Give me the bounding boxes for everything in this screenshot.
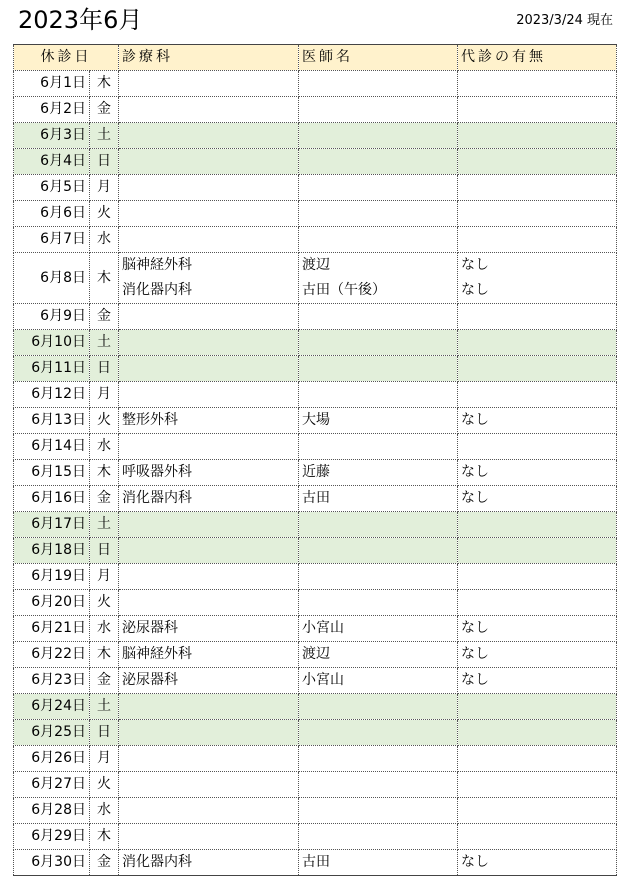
table-row <box>14 97 617 123</box>
doctor-text: 大場 <box>302 412 330 428</box>
department-cell <box>119 850 299 876</box>
department-cell <box>119 824 299 850</box>
date-cell: 6月4日 <box>14 149 90 175</box>
weekday-cell: 月 <box>90 382 119 408</box>
department-cell <box>119 720 299 746</box>
department-cell <box>119 330 299 356</box>
department-text: 泌尿器科 <box>122 672 178 688</box>
date-cell: 6月13日 <box>14 408 90 434</box>
substitute-text: なし <box>461 672 489 688</box>
weekday-cell: 日 <box>90 720 119 746</box>
department-cell <box>119 253 299 304</box>
doctor-cell <box>299 616 458 642</box>
date-cell: 6月6日 <box>14 201 90 227</box>
weekday-cell: 日 <box>90 149 119 175</box>
substitute-cell <box>458 512 617 538</box>
table-row <box>14 564 617 590</box>
column-header-date: 休診日 <box>14 45 119 71</box>
substitute-cell <box>458 668 617 694</box>
column-header-substitute: 代診の有無 <box>458 45 617 71</box>
date-cell: 6月11日 <box>14 356 90 382</box>
table-row <box>14 746 617 772</box>
department-text: 消化器内科 <box>122 490 192 506</box>
table-row <box>14 356 617 382</box>
page-title: 2023年6月 <box>18 6 143 34</box>
substitute-text: なし <box>461 646 489 662</box>
doctor-text: 小宮山 <box>302 620 344 636</box>
substitute-text: なし <box>461 620 489 636</box>
date-cell: 6月8日 <box>14 253 90 304</box>
weekday-cell: 水 <box>90 798 119 824</box>
column-header-doctor: 医師名 <box>299 45 458 71</box>
table-row <box>14 694 617 720</box>
table-row <box>14 824 617 850</box>
doctor-text: 近藤 <box>302 464 330 480</box>
doctor-cell <box>299 356 458 382</box>
date-cell: 6月7日 <box>14 227 90 253</box>
weekday-cell: 木 <box>90 824 119 850</box>
table-row <box>14 616 617 642</box>
substitute-cell <box>458 71 617 97</box>
doctor-cell <box>299 253 458 304</box>
substitute-cell <box>458 694 617 720</box>
doctor-cell <box>299 746 458 772</box>
date-cell: 6月30日 <box>14 850 90 876</box>
table-row <box>14 253 617 304</box>
weekday-cell: 土 <box>90 694 119 720</box>
table-row <box>14 434 617 460</box>
department-cell <box>119 746 299 772</box>
weekday-cell: 木 <box>90 71 119 97</box>
department-cell <box>119 382 299 408</box>
department-text: 整形外科 <box>122 412 178 428</box>
table-row <box>14 668 617 694</box>
weekday-cell: 月 <box>90 175 119 201</box>
weekday-cell: 金 <box>90 97 119 123</box>
doctor-cell <box>299 486 458 512</box>
substitute-cell <box>458 97 617 123</box>
doctor-text: 渡辺 <box>302 257 330 273</box>
department-text: 脳神経外科 <box>122 257 192 273</box>
weekday-cell: 月 <box>90 746 119 772</box>
department-text: 呼吸器外科 <box>122 464 192 480</box>
department-cell <box>119 772 299 798</box>
substitute-cell <box>458 330 617 356</box>
table-header-row <box>14 45 617 71</box>
substitute-cell <box>458 149 617 175</box>
as-of-date: 2023/3/24 現在 <box>516 13 613 28</box>
table-row <box>14 330 617 356</box>
doctor-cell <box>299 564 458 590</box>
weekday-cell: 土 <box>90 123 119 149</box>
doctor-text: 渡辺 <box>302 646 330 662</box>
substitute-cell <box>458 616 617 642</box>
table-row <box>14 512 617 538</box>
table-row <box>14 720 617 746</box>
doctor-cell <box>299 123 458 149</box>
date-cell: 6月19日 <box>14 564 90 590</box>
doctor-cell <box>299 460 458 486</box>
weekday-cell: 土 <box>90 512 119 538</box>
doctor-text: 古田 <box>302 490 330 506</box>
weekday-cell: 水 <box>90 616 119 642</box>
doctor-cell <box>299 720 458 746</box>
doctor-cell <box>299 201 458 227</box>
substitute-text: なし <box>461 412 489 428</box>
doctor-cell <box>299 227 458 253</box>
department-cell <box>119 642 299 668</box>
date-cell: 6月5日 <box>14 175 90 201</box>
substitute-cell <box>458 201 617 227</box>
department-cell <box>119 149 299 175</box>
doctor-cell <box>299 850 458 876</box>
department-cell <box>119 123 299 149</box>
table-row <box>14 850 617 876</box>
table-body <box>14 71 617 876</box>
date-cell: 6月29日 <box>14 824 90 850</box>
doctor-cell <box>299 668 458 694</box>
substitute-cell <box>458 538 617 564</box>
substitute-cell <box>458 720 617 746</box>
closure-schedule-table <box>13 44 617 876</box>
weekday-cell: 日 <box>90 538 119 564</box>
doctor-cell <box>299 304 458 330</box>
substitute-cell <box>458 408 617 434</box>
date-cell: 6月23日 <box>14 668 90 694</box>
department-cell <box>119 408 299 434</box>
doctor-cell <box>299 538 458 564</box>
substitute-cell <box>458 123 617 149</box>
substitute-cell <box>458 253 617 304</box>
substitute-cell <box>458 850 617 876</box>
weekday-cell: 水 <box>90 227 119 253</box>
department-cell <box>119 434 299 460</box>
weekday-cell: 金 <box>90 486 119 512</box>
department-cell <box>119 538 299 564</box>
date-cell: 6月26日 <box>14 746 90 772</box>
date-cell: 6月18日 <box>14 538 90 564</box>
doctor-text: 古田 <box>302 854 330 870</box>
doctor-cell <box>299 330 458 356</box>
substitute-cell <box>458 227 617 253</box>
substitute-cell <box>458 772 617 798</box>
date-cell: 6月2日 <box>14 97 90 123</box>
doctor-cell <box>299 590 458 616</box>
weekday-cell: 日 <box>90 356 119 382</box>
table-row <box>14 149 617 175</box>
weekday-cell: 火 <box>90 408 119 434</box>
doctor-cell <box>299 97 458 123</box>
department-cell <box>119 460 299 486</box>
substitute-cell <box>458 642 617 668</box>
substitute-cell <box>458 304 617 330</box>
substitute-text: なし <box>461 854 489 870</box>
department-cell <box>119 71 299 97</box>
table-row <box>14 408 617 434</box>
weekday-cell: 土 <box>90 330 119 356</box>
weekday-cell: 木 <box>90 460 119 486</box>
date-cell: 6月27日 <box>14 772 90 798</box>
date-cell: 6月14日 <box>14 434 90 460</box>
doctor-cell <box>299 175 458 201</box>
doctor-cell <box>299 71 458 97</box>
date-cell: 6月12日 <box>14 382 90 408</box>
weekday-cell: 火 <box>90 201 119 227</box>
department-cell <box>119 694 299 720</box>
table-row <box>14 304 617 330</box>
doctor-cell <box>299 434 458 460</box>
table-row <box>14 201 617 227</box>
date-cell: 6月15日 <box>14 460 90 486</box>
weekday-cell: 火 <box>90 590 119 616</box>
department-cell <box>119 227 299 253</box>
date-cell: 6月9日 <box>14 304 90 330</box>
table-row <box>14 590 617 616</box>
doctor-cell <box>299 694 458 720</box>
substitute-cell <box>458 746 617 772</box>
department-cell <box>119 590 299 616</box>
table-row <box>14 123 617 149</box>
department-text: 消化器内科 <box>122 282 192 298</box>
weekday-cell: 火 <box>90 772 119 798</box>
doctor-text: 古田（午後） <box>302 282 386 298</box>
substitute-cell <box>458 175 617 201</box>
substitute-cell <box>458 460 617 486</box>
weekday-cell: 金 <box>90 850 119 876</box>
doctor-cell <box>299 408 458 434</box>
table-row <box>14 227 617 253</box>
substitute-cell <box>458 564 617 590</box>
table-row <box>14 642 617 668</box>
date-cell: 6月1日 <box>14 71 90 97</box>
weekday-cell: 金 <box>90 668 119 694</box>
weekday-cell: 金 <box>90 304 119 330</box>
date-cell: 6月25日 <box>14 720 90 746</box>
table-row <box>14 486 617 512</box>
substitute-cell <box>458 434 617 460</box>
table-row <box>14 460 617 486</box>
substitute-text: なし <box>461 490 489 506</box>
department-cell <box>119 201 299 227</box>
doctor-cell <box>299 382 458 408</box>
weekday-cell: 水 <box>90 434 119 460</box>
weekday-cell: 月 <box>90 564 119 590</box>
weekday-cell: 木 <box>90 642 119 668</box>
doctor-cell <box>299 772 458 798</box>
substitute-cell <box>458 382 617 408</box>
department-cell <box>119 486 299 512</box>
table-row <box>14 772 617 798</box>
substitute-text: なし <box>461 257 489 273</box>
table-row <box>14 798 617 824</box>
weekday-cell: 木 <box>90 253 119 304</box>
department-cell <box>119 798 299 824</box>
department-cell <box>119 564 299 590</box>
date-cell: 6月22日 <box>14 642 90 668</box>
date-cell: 6月20日 <box>14 590 90 616</box>
date-cell: 6月21日 <box>14 616 90 642</box>
date-cell: 6月24日 <box>14 694 90 720</box>
date-cell: 6月10日 <box>14 330 90 356</box>
department-text: 脳神経外科 <box>122 646 192 662</box>
doctor-text: 小宮山 <box>302 672 344 688</box>
date-cell: 6月3日 <box>14 123 90 149</box>
date-cell: 6月16日 <box>14 486 90 512</box>
department-cell <box>119 97 299 123</box>
substitute-cell <box>458 824 617 850</box>
table-row <box>14 538 617 564</box>
date-cell: 6月17日 <box>14 512 90 538</box>
table-row <box>14 382 617 408</box>
department-text: 消化器内科 <box>122 854 192 870</box>
substitute-cell <box>458 486 617 512</box>
substitute-cell <box>458 798 617 824</box>
department-cell <box>119 512 299 538</box>
substitute-cell <box>458 356 617 382</box>
department-text: 泌尿器科 <box>122 620 178 636</box>
doctor-cell <box>299 512 458 538</box>
department-cell <box>119 668 299 694</box>
department-cell <box>119 175 299 201</box>
table-row <box>14 71 617 97</box>
doctor-cell <box>299 824 458 850</box>
substitute-text: なし <box>461 464 489 480</box>
department-cell <box>119 356 299 382</box>
date-cell: 6月28日 <box>14 798 90 824</box>
table-row <box>14 175 617 201</box>
column-header-department: 診療科 <box>119 45 299 71</box>
substitute-cell <box>458 590 617 616</box>
substitute-text: なし <box>461 282 489 298</box>
doctor-cell <box>299 798 458 824</box>
department-cell <box>119 616 299 642</box>
doctor-cell <box>299 149 458 175</box>
department-cell <box>119 304 299 330</box>
doctor-cell <box>299 642 458 668</box>
